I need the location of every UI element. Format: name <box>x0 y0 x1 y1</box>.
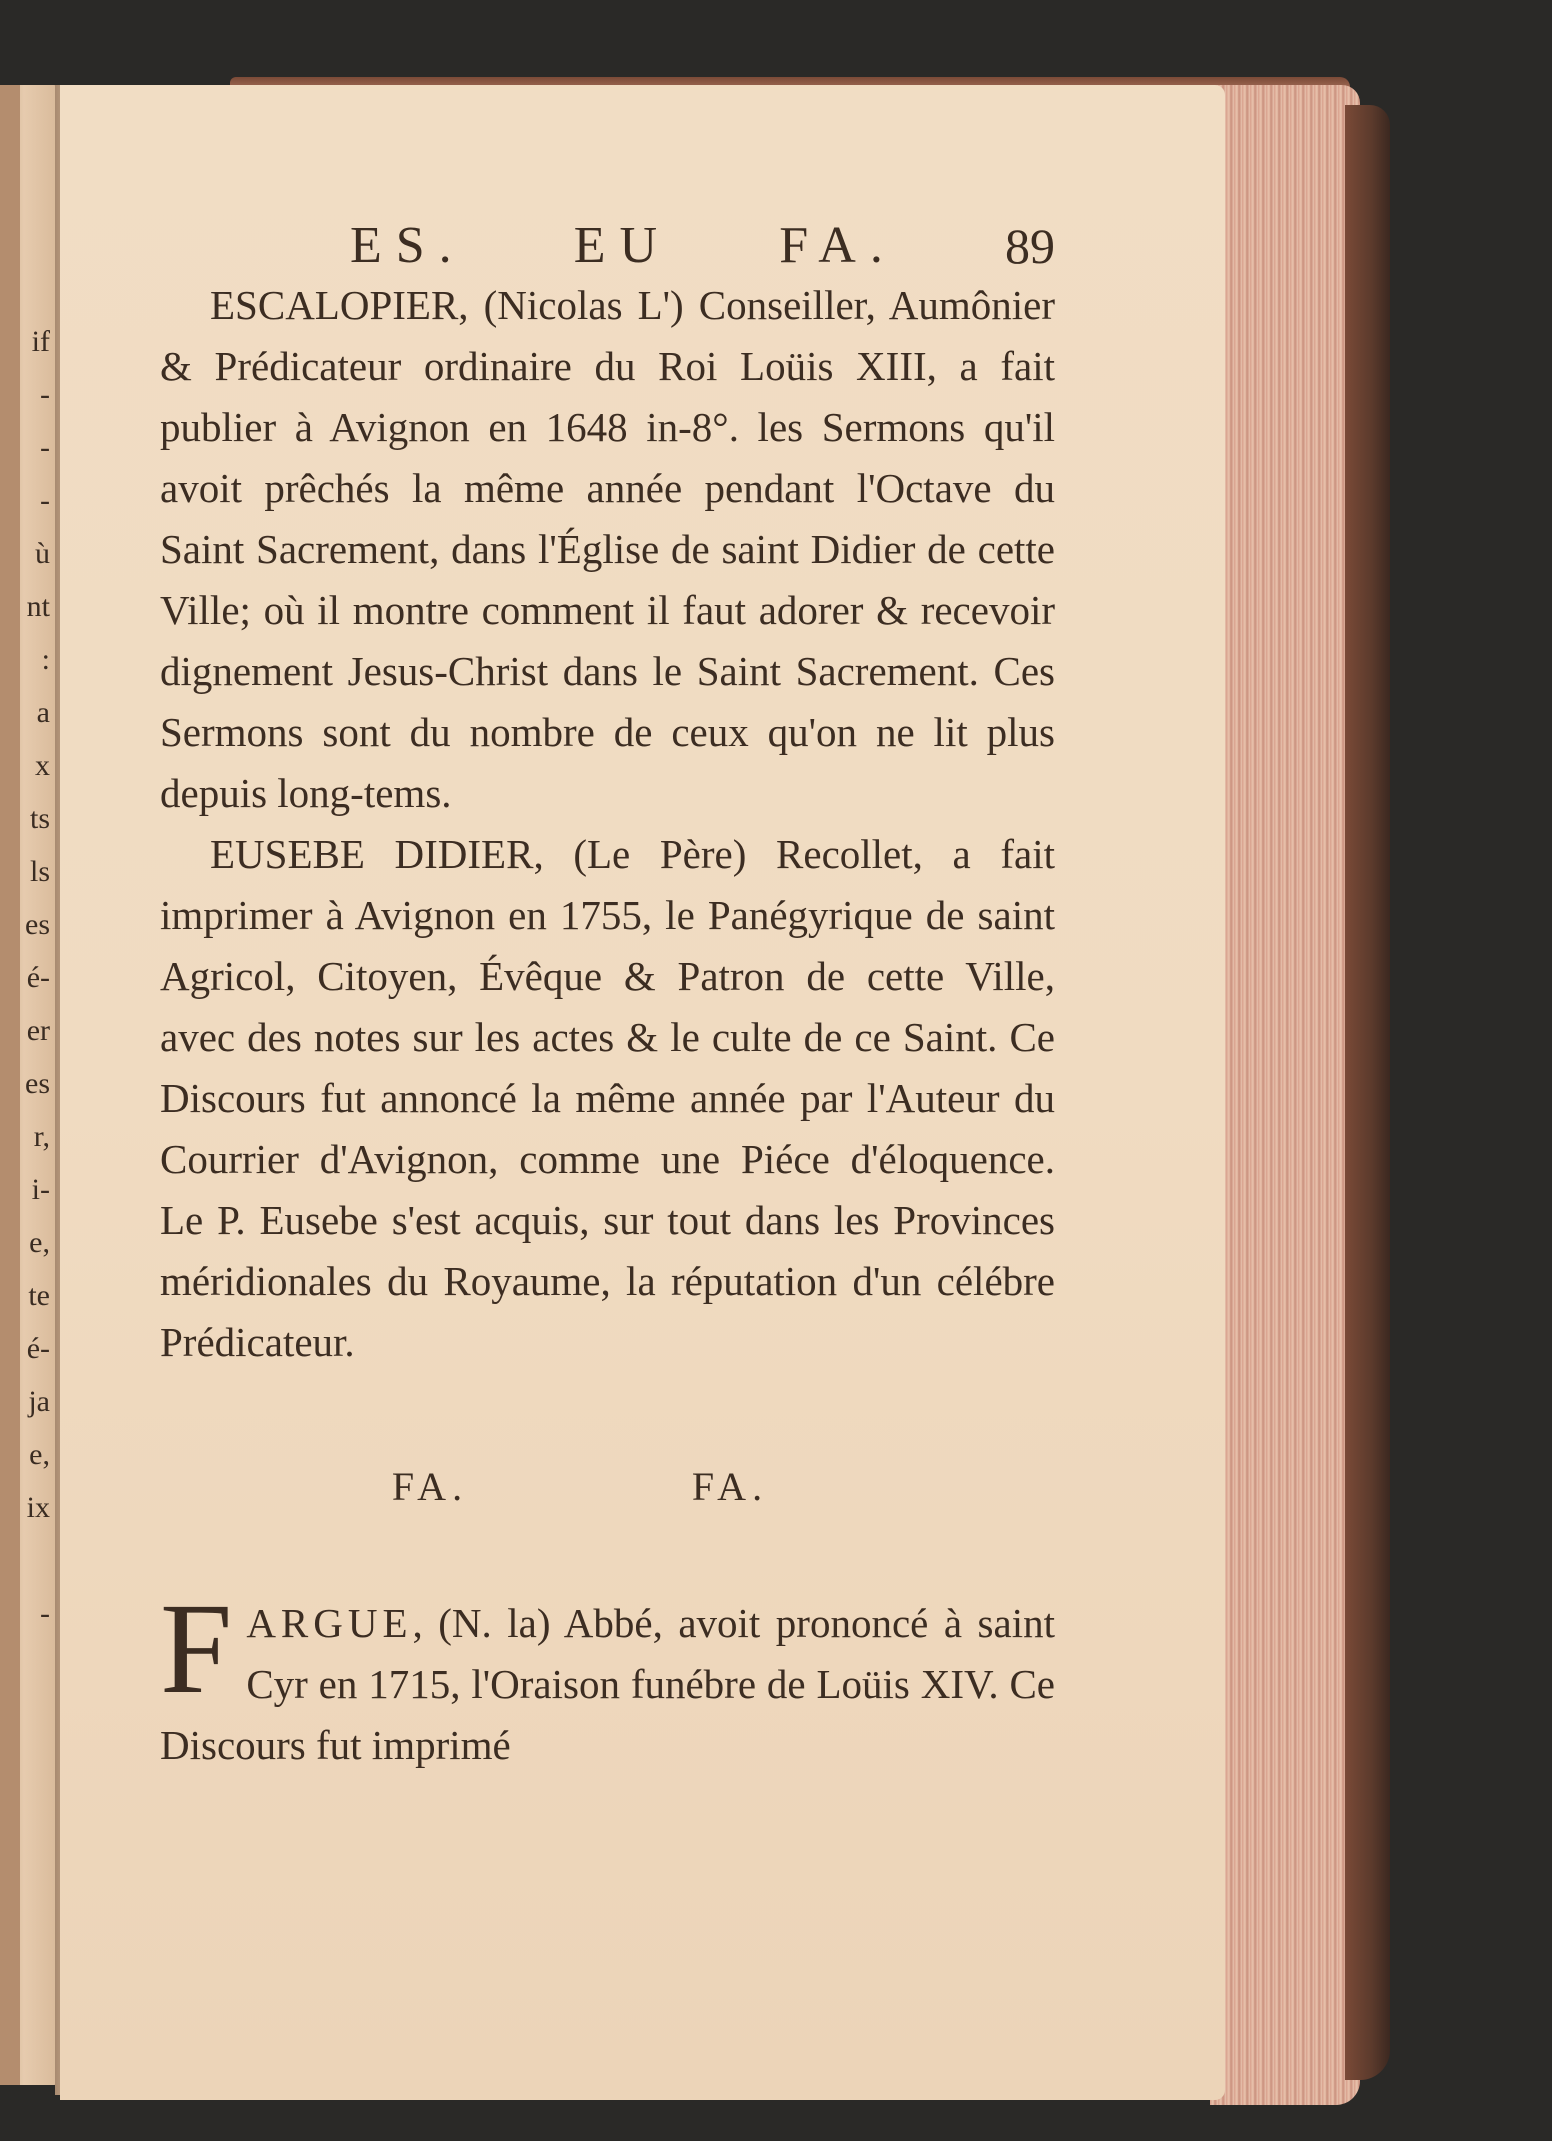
left-page <box>0 85 60 2085</box>
left-page-fragment: e, <box>29 1226 50 1259</box>
left-page-fragment: : <box>41 643 50 676</box>
left-page-fragment: - <box>40 1597 50 1630</box>
running-head-left: ES. <box>350 217 466 274</box>
left-page-fragment: - <box>40 431 50 464</box>
text-block <box>160 205 1055 1776</box>
entry-text: EUSEBE DIDIER, (Le Père) Recollet, a fait imprimer à Avignon en 1755, le Panégyrique de saint Agricol, Citoyen, Évêque & Patron de cette Ville, avec des notes sur les actes & le culte de ce Saint. Ce Discours fut annoncé la même année par l'Auteur du Courrier d'Avignon, comme une Piéce d'éloquence. Le P. Eusebe s'est acquis, sur tout dans les Provinces méridionales du Royaume, la réputation d'un célébre Prédicateur. <box>160 831 1055 1365</box>
left-page-fragment: é- <box>26 1332 50 1365</box>
entry-eusebe-didier <box>160 824 1055 1373</box>
left-page-fragment: ja <box>28 1385 50 1418</box>
entry-head-rest: ARGUE <box>246 1600 413 1646</box>
cover-edge <box>1345 105 1390 2080</box>
page-edges <box>1210 85 1360 2105</box>
section-heads <box>280 1463 880 1533</box>
left-page-fragment: - <box>40 484 50 517</box>
running-head-right: FA. <box>779 217 897 274</box>
entry-text: ESCALOPIER, (Nicolas L') Conseiller, Aumônier & Prédicateur ordinaire du Roi Loüis XIII, a fait publier à Avignon en 1648 in-8°. les Sermons qu'il avoit prêchés la même année pendant l'Octave du Saint Sacrement, dans l'Église de saint Didier de cette Ville; où il montre comment il faut adorer & recevoir dignement Jesus-Christ dans le Saint Sacrement. Ces Sermons sont du nombre de ceux qu'on ne lit plus depuis long-tems. <box>160 282 1055 816</box>
left-page-fragment: ts <box>29 802 50 835</box>
left-page-fragment: er <box>26 1014 50 1047</box>
left-page-fragment: ù <box>35 537 50 570</box>
left-page-fragment: x <box>35 749 50 782</box>
left-page-fragments <box>4 315 56 1640</box>
page-number: 89 <box>1004 218 1055 274</box>
drop-cap: F <box>160 1577 233 1721</box>
left-page-fragment: nt <box>26 590 50 623</box>
section-head-right: FA. <box>691 1464 769 1509</box>
section-head-left: FA. <box>391 1464 469 1509</box>
left-page-fragment: a <box>36 696 50 729</box>
left-page-fragment: r, <box>33 1120 50 1153</box>
left-page-fragment: - <box>40 378 50 411</box>
running-head <box>160 205 1055 275</box>
left-page-fragment: es <box>25 908 50 941</box>
left-page-fragment: é- <box>26 961 50 994</box>
left-page-fragment: es <box>25 1067 50 1100</box>
left-page-fragment: if <box>31 325 50 358</box>
left-page-fragment: ls <box>29 855 50 888</box>
running-head-center: EU <box>573 217 672 274</box>
left-page-fragment: i- <box>31 1173 50 1206</box>
left-page-fragment: te <box>28 1279 50 1312</box>
entry-fargue <box>160 1577 1055 1776</box>
left-page-fragment: e, <box>29 1438 50 1471</box>
left-page-fragment: ix <box>26 1491 50 1524</box>
entry-escalopier <box>160 275 1055 824</box>
left-page-fragment <box>4 1534 56 1587</box>
entry-text: , (N. la) Abbé, avoit prononcé à saint Cyr en 1715, l'Oraison funébre de Loüis XIV. Ce Discours fut imprimé <box>160 1600 1055 1768</box>
